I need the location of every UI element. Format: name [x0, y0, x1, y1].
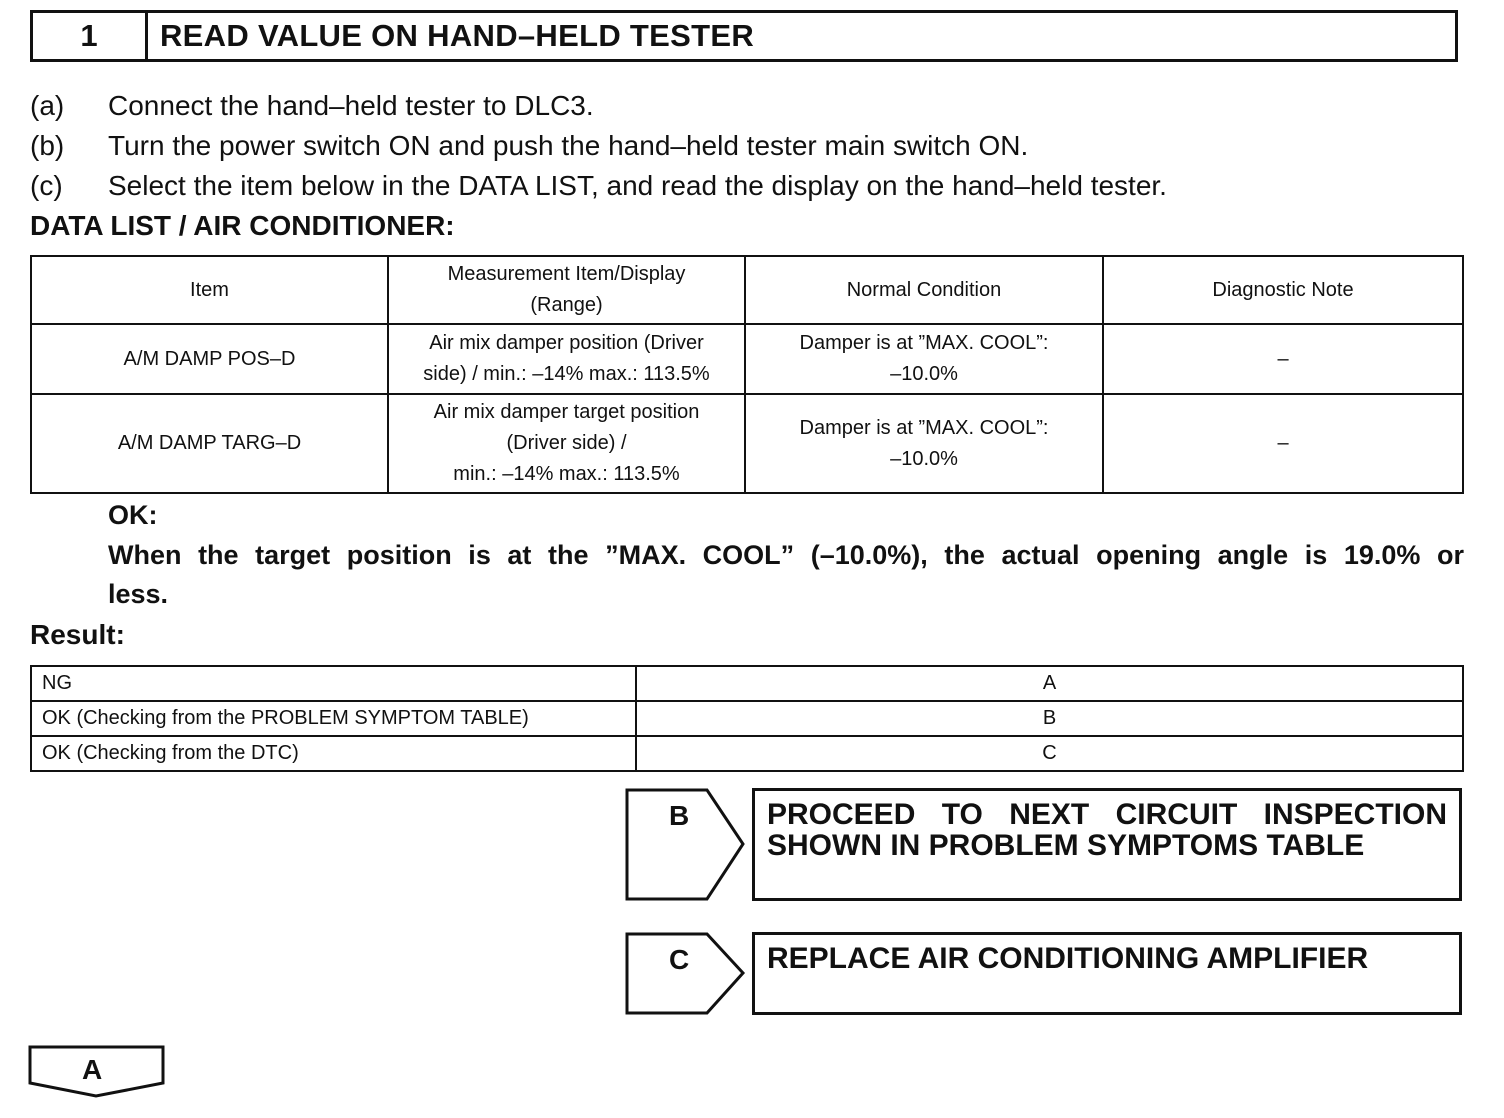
- cell-measurement-line: side) / min.: –14% max.: 113.5%: [423, 363, 710, 385]
- instruction-a: [30, 90, 594, 122]
- cell-measurement-line: min.: –14% max.: 113.5%: [453, 463, 680, 485]
- cell-normal-condition: [745, 394, 1103, 493]
- cell-measurement: [388, 324, 745, 394]
- cell-normal-line: –10.0%: [890, 363, 958, 385]
- branch-b-action-line1: PROCEED TO NEXT CIRCUIT INSPECTION: [767, 798, 1447, 831]
- result-row: [31, 666, 1463, 701]
- header-measurement-line1: Measurement Item/Display: [447, 263, 686, 285]
- result-code: C: [636, 736, 1463, 771]
- result-row: [31, 736, 1463, 771]
- branch-b-code: B: [669, 800, 690, 831]
- cell-measurement-line: Air mix damper target position: [433, 401, 700, 423]
- table-header-row: [31, 256, 1463, 324]
- step-header: [30, 10, 1458, 62]
- result-condition: NG: [31, 666, 636, 701]
- cell-diagnostic-note: –: [1103, 394, 1463, 493]
- cell-normal-line: –10.0%: [890, 447, 958, 470]
- instruction-c: [30, 170, 1167, 202]
- result-table: [30, 665, 1464, 772]
- header-diagnostic-note: Diagnostic Note: [1103, 256, 1463, 324]
- instruction-text: Turn the power switch ON and push the hand–held tester main switch ON.: [108, 130, 1029, 161]
- result-code: A: [636, 666, 1463, 701]
- table-row: [31, 394, 1463, 493]
- result-code: B: [636, 701, 1463, 736]
- branch-c-action: [752, 932, 1462, 1015]
- cell-diagnostic-note: –: [1103, 324, 1463, 394]
- result-row: [31, 701, 1463, 736]
- cell-measurement: [388, 394, 745, 493]
- cell-item: A/M DAMP TARG–D: [31, 394, 388, 493]
- result-condition: OK (Checking from the DTC): [31, 736, 636, 771]
- cell-measurement-line: Air mix damper position (Driver: [429, 332, 704, 354]
- branch-b-action-line2: SHOWN IN PROBLEM SYMPTOMS TABLE: [767, 829, 1365, 862]
- cell-measurement-line: (Driver side) /: [506, 432, 627, 454]
- branch-a-code: A: [82, 1054, 103, 1085]
- instruction-label: (a): [30, 90, 65, 121]
- header-item: Item: [31, 256, 388, 324]
- result-condition: OK (Checking from the PROBLEM SYMPTOM TABLE): [31, 701, 636, 736]
- step-number: 1: [33, 13, 148, 59]
- instruction-text: Select the item below in the DATA LIST, and read the display on the hand–held tester.: [108, 170, 1167, 201]
- instruction-label: (b): [30, 130, 65, 161]
- branch-b-arrow: [625, 788, 747, 902]
- header-measurement-line2: (Range): [530, 294, 603, 316]
- ok-label: OK:: [108, 500, 158, 530]
- ok-text-line1: When the target position is at the ”MAX. COOL” (–10.0%), the actual opening angle is 19.0% or: [108, 540, 1464, 570]
- instruction-label: (c): [30, 170, 63, 201]
- instruction-b: [30, 130, 1028, 162]
- data-list-table: [30, 255, 1464, 494]
- cell-item: A/M DAMP POS–D: [31, 324, 388, 394]
- header-measurement: [388, 256, 745, 324]
- table-row: [31, 324, 1463, 394]
- result-heading: Result:: [30, 619, 125, 650]
- cell-normal-line: Damper is at ”MAX. COOL”:: [799, 332, 1049, 354]
- branch-c-code: C: [669, 944, 690, 975]
- step-title: READ VALUE ON HAND–HELD TESTER: [160, 18, 755, 53]
- branch-b-action: [752, 788, 1462, 901]
- cell-normal-condition: [745, 324, 1103, 394]
- branch-a-arrow: [28, 1045, 166, 1099]
- cell-normal-line: Damper is at ”MAX. COOL”:: [799, 416, 1049, 439]
- header-normal-condition: Normal Condition: [745, 256, 1103, 324]
- instruction-text: Connect the hand–held tester to DLC3.: [108, 90, 594, 121]
- branch-c-arrow: [625, 932, 747, 1016]
- ok-text-line2: less.: [108, 579, 169, 609]
- data-list-heading: DATA LIST / AIR CONDITIONER:: [30, 210, 455, 241]
- branch-c-action-line1: REPLACE AIR CONDITIONING AMPLIFIER: [767, 942, 1369, 975]
